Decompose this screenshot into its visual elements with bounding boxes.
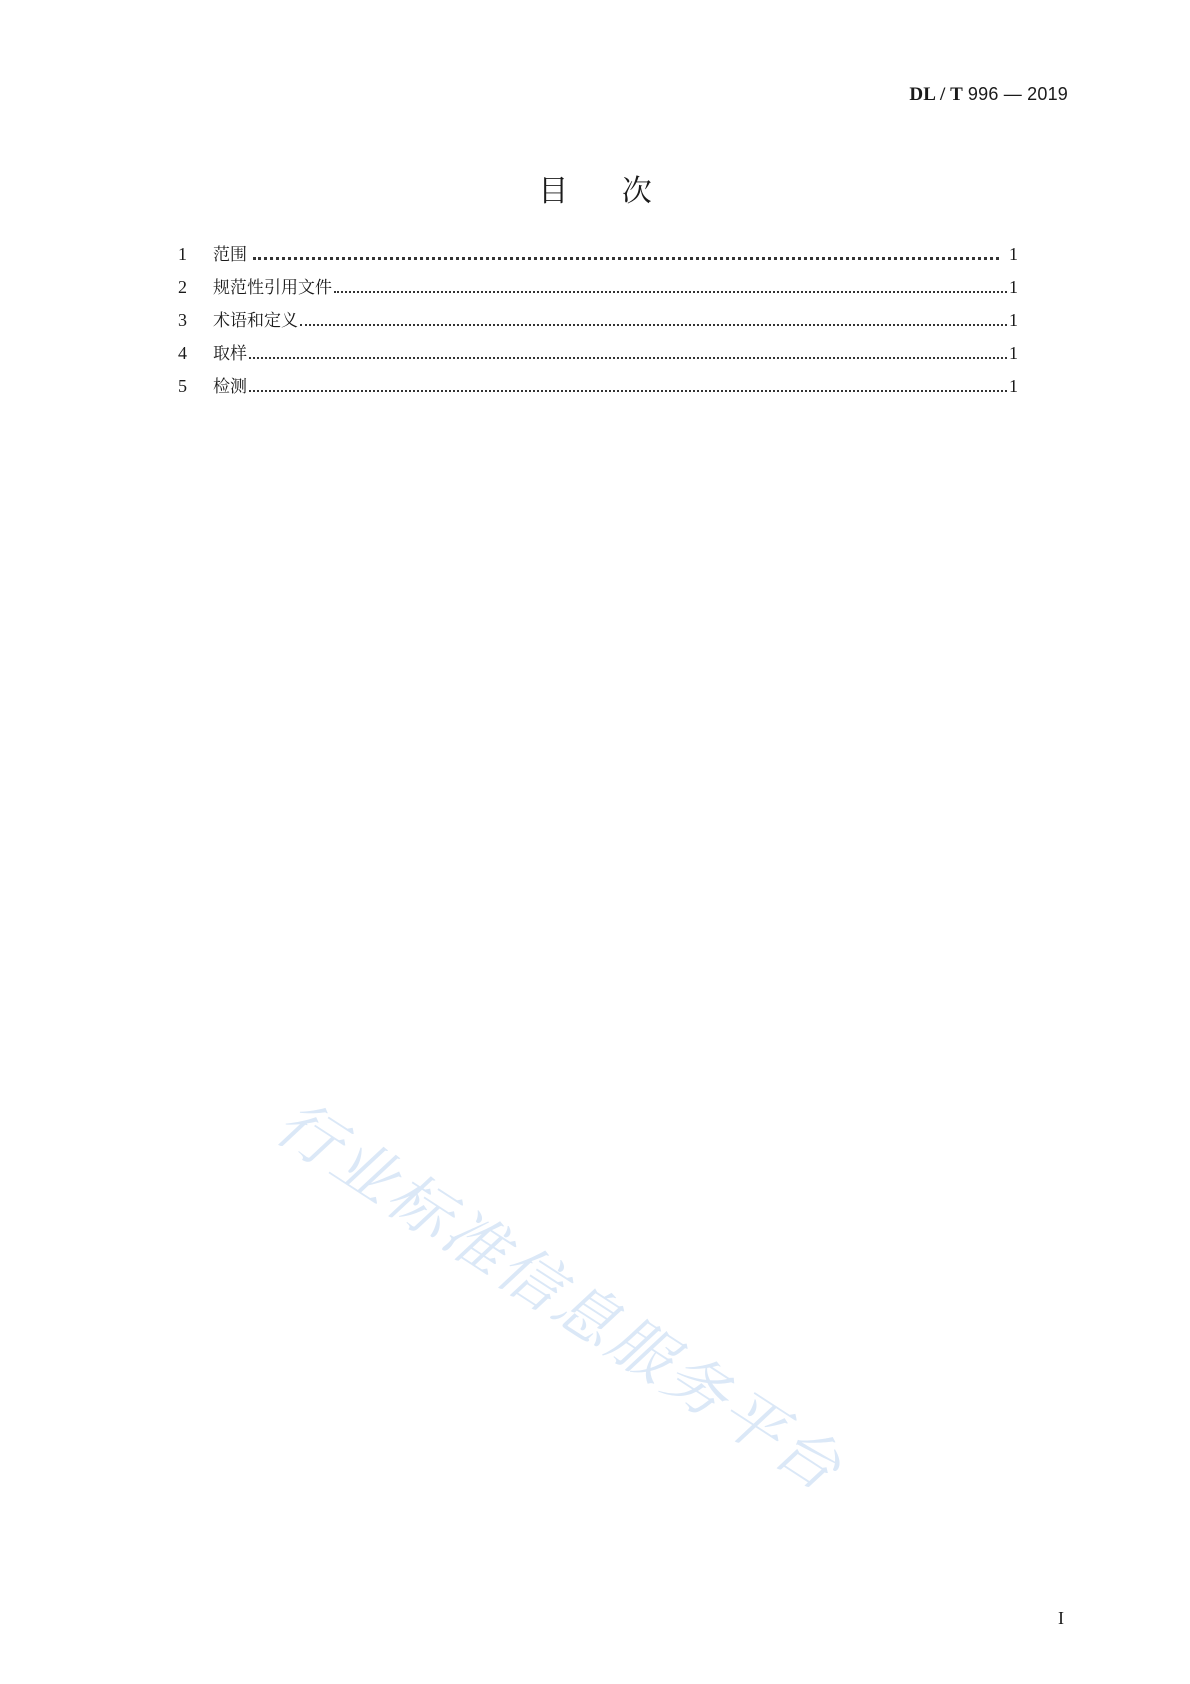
- toc-item[interactable]: [178, 372, 1018, 405]
- toc-item-number: 5: [178, 376, 187, 396]
- toc-item-number: 3: [178, 310, 187, 330]
- toc-item[interactable]: [178, 240, 1018, 273]
- toc-item-label: 取样: [213, 344, 247, 364]
- toc-item-label: 范围: [213, 245, 247, 265]
- toc-item-label: 规范性引用文件: [213, 278, 332, 298]
- toc-item-page: 1: [1009, 310, 1018, 330]
- document-code-prefix: DL / T: [909, 84, 963, 105]
- toc-title: 目 次: [538, 174, 674, 209]
- toc-item[interactable]: [178, 273, 1018, 306]
- document-code-number: 996 — 2019: [967, 84, 1068, 104]
- watermark: 行业标准信息服务平台: [263, 1085, 857, 1507]
- toc-leader-dots: [300, 323, 1007, 326]
- toc-leader-dots: [334, 290, 1007, 293]
- toc-leader-dots: [249, 356, 1007, 359]
- toc-item-number: 1: [178, 244, 187, 264]
- toc-item[interactable]: [178, 339, 1018, 372]
- page-number: I: [1058, 1608, 1064, 1628]
- toc-item-page: 1: [1009, 277, 1018, 297]
- document-code: [909, 84, 1068, 106]
- toc-item-page: 1: [1009, 343, 1018, 363]
- toc-item[interactable]: [178, 306, 1018, 339]
- toc-item-label: 术语和定义: [213, 311, 298, 331]
- toc-leader-dots: [249, 389, 1007, 392]
- table-of-contents: [178, 240, 1018, 405]
- toc-item-number: 2: [178, 277, 187, 297]
- toc-item-number: 4: [178, 343, 187, 363]
- toc-item-label: 检测: [213, 377, 247, 397]
- toc-leader-dots: [253, 256, 999, 260]
- toc-item-page: 1: [1009, 376, 1018, 396]
- toc-item-page: 1: [1009, 244, 1018, 264]
